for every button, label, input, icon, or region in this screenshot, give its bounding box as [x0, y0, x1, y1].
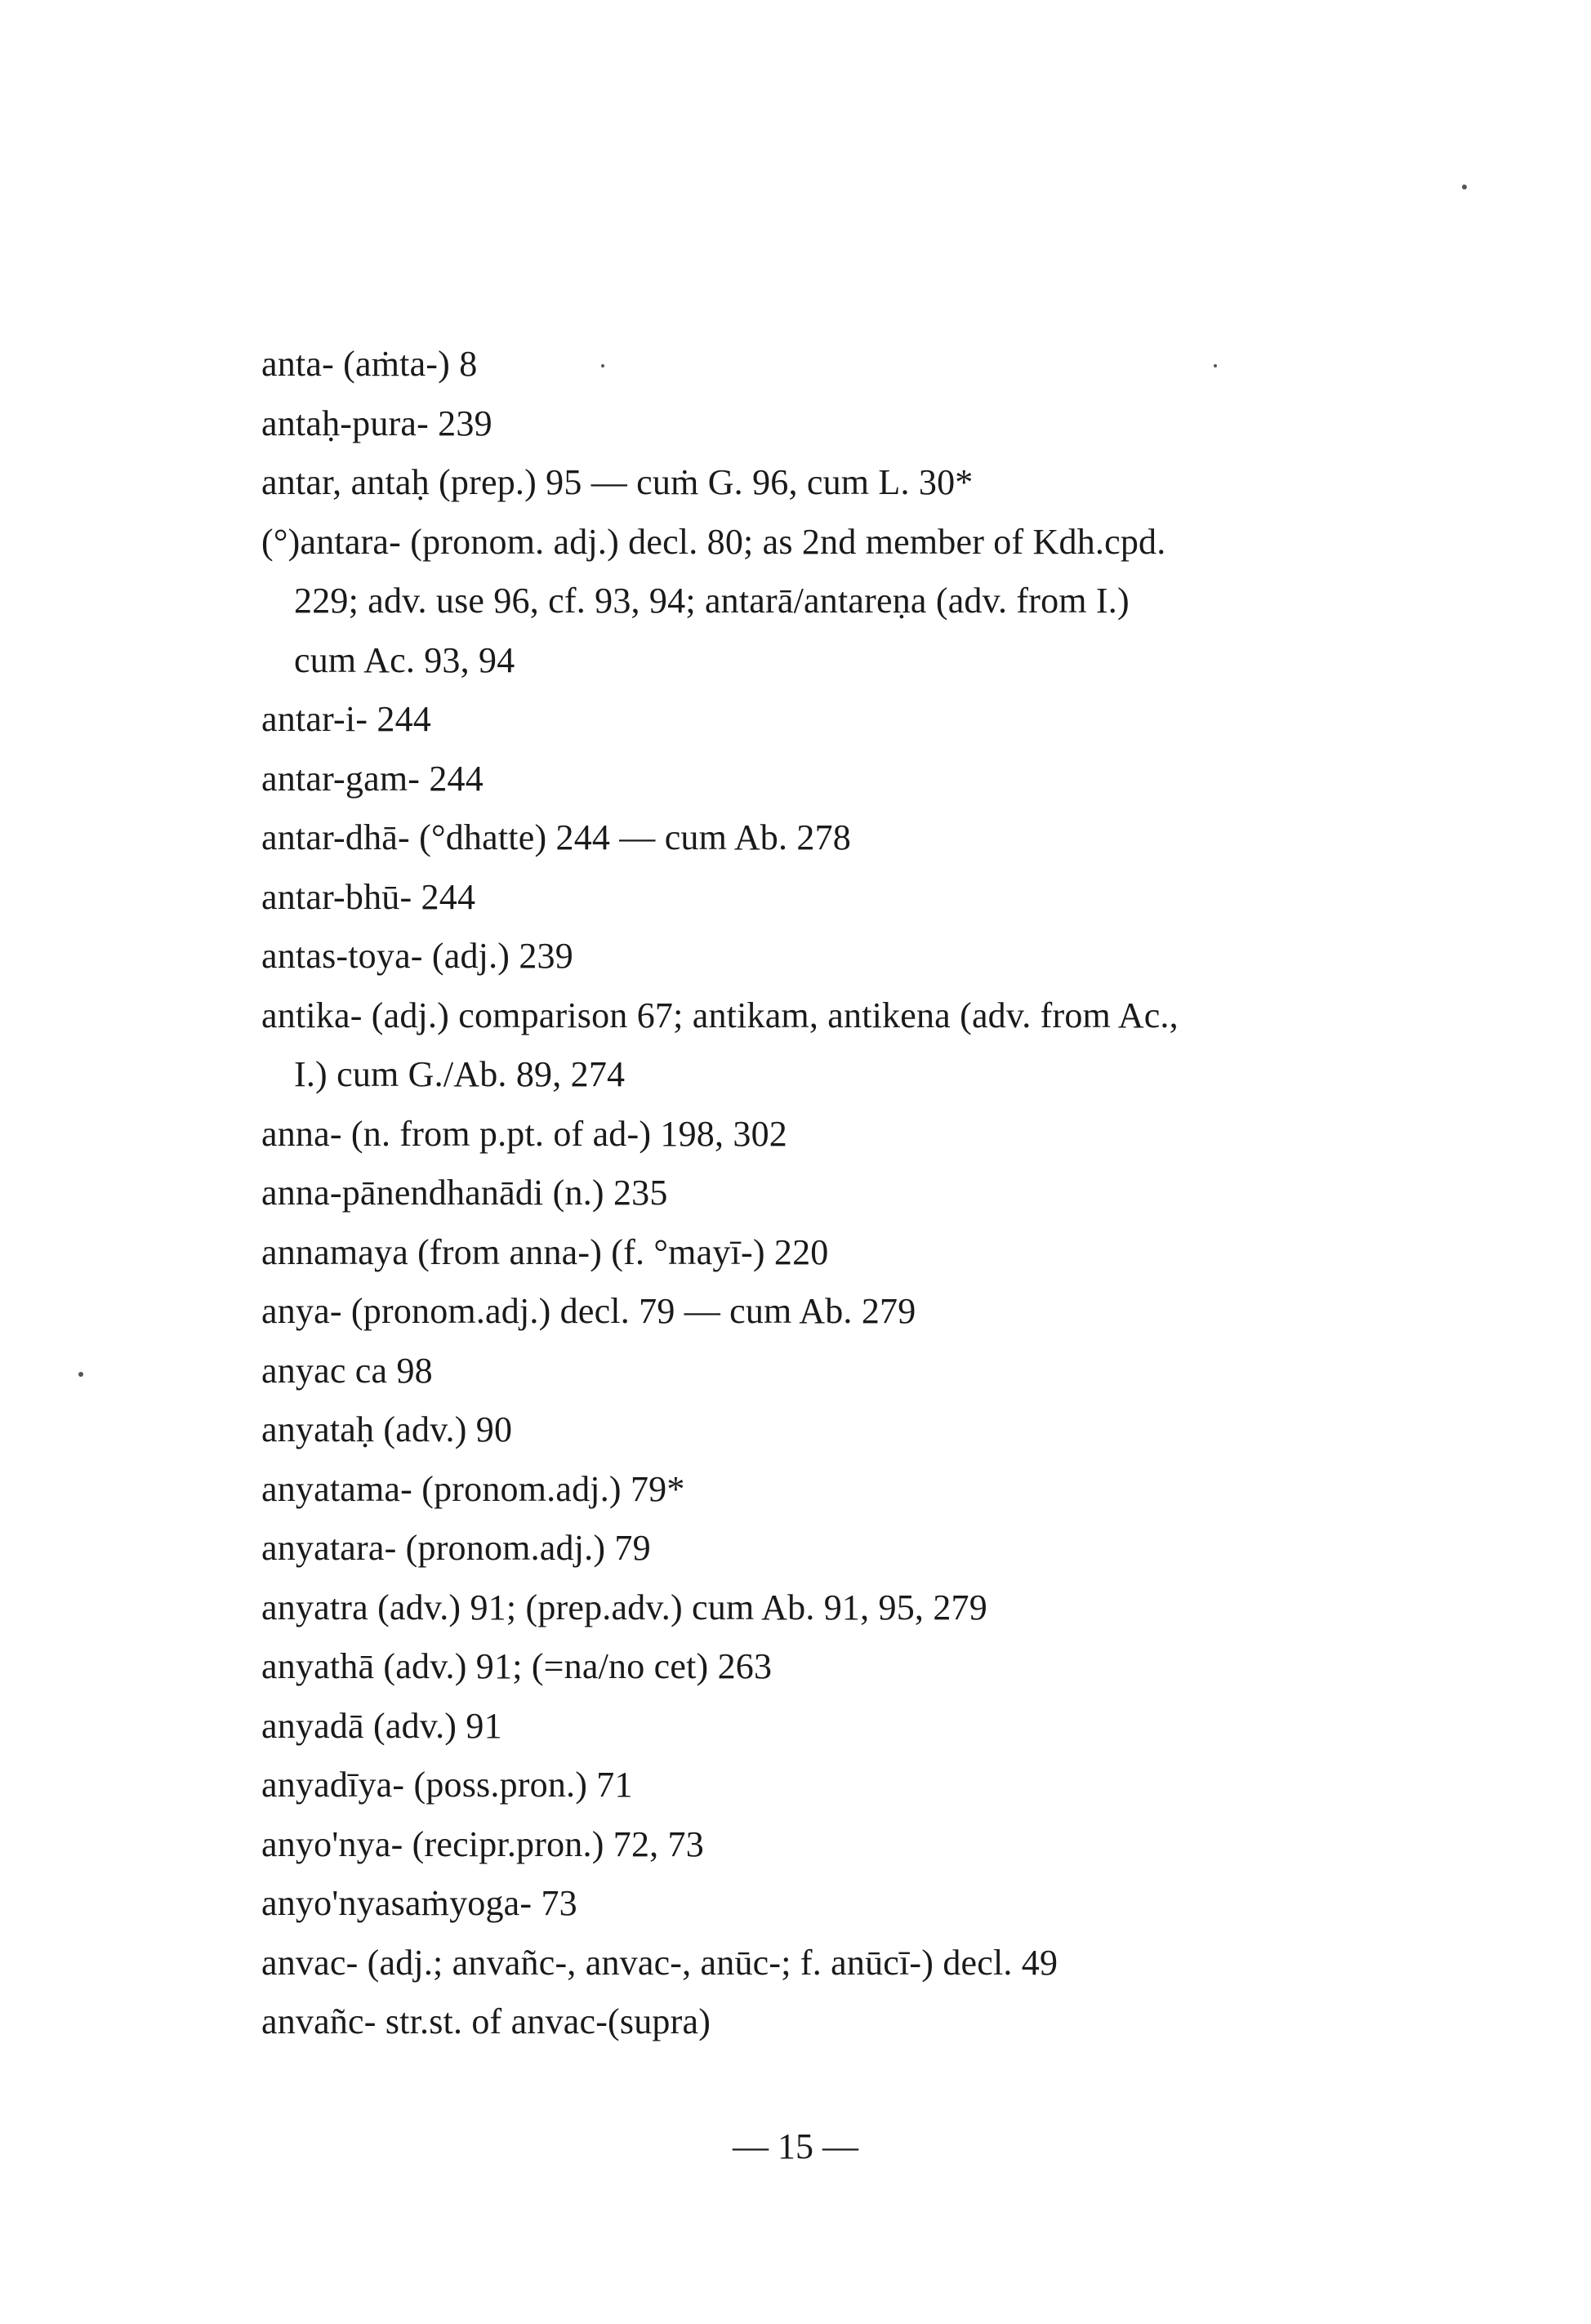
index-entry	[261, 808, 1405, 868]
index-entry-line: I.) cum G./Ab. 89, 274	[294, 1054, 626, 1094]
index-entry-line: anyathā (adv.) 91; (=na/no cet) 263	[261, 1646, 773, 1686]
index-entry	[261, 927, 1405, 986]
index-entry-line: antar, antaḥ (prep.) 95 — cuṁ G. 96, cum L. 30*	[261, 462, 974, 502]
index-entry	[261, 1815, 1405, 1875]
index-entry	[261, 1342, 1405, 1401]
index-entry	[261, 1164, 1405, 1223]
index-entry-line: anyo'nya- (recipr.pron.) 72, 73	[261, 1823, 704, 1864]
index-entry-line: anyatra (adv.) 91; (prep.adv.) cum Ab. 91, 95, 279	[261, 1587, 987, 1627]
index-entry	[261, 1992, 1405, 2052]
index-entry-line: anta- (aṁta-) 8	[261, 344, 478, 384]
index-entry	[261, 1105, 1405, 1164]
index-entry-line: antaḥ-pura- 239	[261, 403, 492, 443]
index-entry	[261, 1400, 1405, 1460]
index-entry	[261, 986, 1405, 1105]
index-entry-line: anyadīya- (poss.pron.) 71	[261, 1765, 633, 1805]
index-entry	[261, 1934, 1405, 1993]
index-entry-line: antika- (adj.) comparison 67; antikam, antikena (adv. from Ac.,	[261, 995, 1179, 1035]
index-entry	[261, 868, 1405, 928]
index-entry	[261, 513, 1405, 691]
index-entry	[261, 1637, 1405, 1697]
index-entry-line: (°)antara- (pronom. adj.) decl. 80; as 2nd member of Kdh.cpd.	[261, 521, 1166, 562]
index-entry-line: antar-i- 244	[261, 699, 431, 739]
scan-speck	[1462, 185, 1467, 189]
index-entry	[261, 394, 1405, 454]
index-entry	[261, 1874, 1405, 1934]
index-entry-line: anna-pānendhanādi (n.) 235	[261, 1173, 668, 1213]
index-entry	[261, 1282, 1405, 1342]
index-entry	[261, 1756, 1405, 1815]
index-entry-line: anyatama- (pronom.adj.) 79*	[261, 1468, 685, 1509]
index-entry-line: anyadā (adv.) 91	[261, 1705, 502, 1746]
index-entry-line: antar-bhū- 244	[261, 876, 476, 917]
index-entry	[261, 690, 1405, 750]
scan-speck	[601, 364, 604, 367]
index-entry	[261, 1519, 1405, 1578]
index-entry	[261, 335, 1405, 394]
index-entry-line: anyo'nyasaṁyoga- 73	[261, 1883, 577, 1923]
scan-speck	[78, 1372, 83, 1377]
index-entry-line: anyac ca 98	[261, 1350, 433, 1391]
index-entry	[261, 1223, 1405, 1283]
index-entry	[261, 750, 1405, 809]
index-entry	[261, 1697, 1405, 1756]
index-entry-line: anya- (pronom.adj.) decl. 79 — cum Ab. 279	[261, 1291, 916, 1331]
index-entry-line: annamaya (from anna-) (f. °mayī-) 220	[261, 1231, 829, 1272]
index-entry	[261, 1460, 1405, 1520]
index-entry-line: anyataḥ (adv.) 90	[261, 1409, 513, 1449]
index-entry-line: anvañc- str.st. of anvac-(supra)	[261, 2001, 711, 2041]
index-entry-line: antas-toya- (adj.) 239	[261, 936, 573, 976]
index-entry-line: antar-dhā- (°dhatte) 244 — cum Ab. 278	[261, 817, 851, 857]
index-entry-line: cum Ac. 93, 94	[294, 639, 515, 680]
index-entry-line: anna- (n. from p.pt. of ad-) 198, 302	[261, 1113, 788, 1154]
page-number: — 15 —	[733, 2126, 858, 2166]
index-entry-line: anyatara- (pronom.adj.) 79	[261, 1528, 651, 1568]
index-entry	[261, 453, 1405, 513]
index-entry-line: 229; adv. use 96, cf. 93, 94; antarā/antareṇa (adv. from I.)	[294, 581, 1130, 621]
index-entry-line: anvac- (adj.; anvañc-, anvac-, anūc-; f. anūcī-) decl. 49	[261, 1942, 1058, 1983]
index-entry	[261, 1578, 1405, 1638]
index-entry-list	[261, 335, 1405, 2052]
index-entry-line: antar-gam- 244	[261, 758, 484, 799]
scan-speck	[1214, 364, 1217, 367]
